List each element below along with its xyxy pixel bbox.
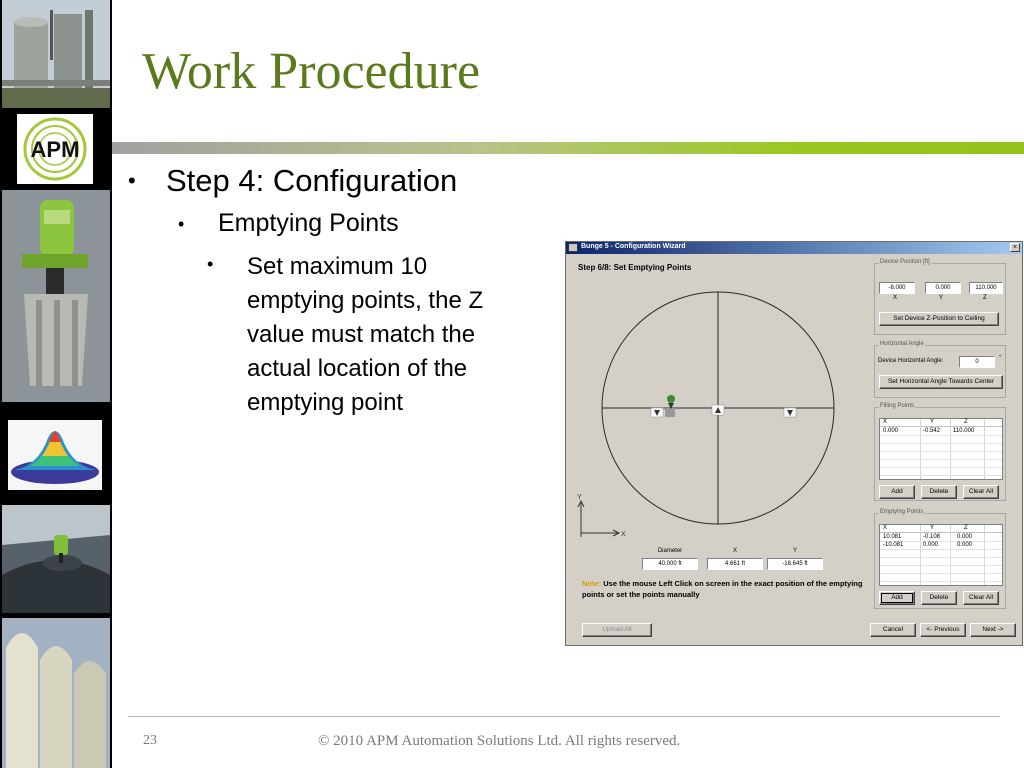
diameter-value: 40.000 ft xyxy=(642,558,698,570)
table-cell: 0.000 xyxy=(957,534,973,540)
axes-indicator xyxy=(577,494,626,537)
emptying-points-table[interactable] xyxy=(879,524,1003,586)
bullet-level-3 xyxy=(207,250,547,420)
bullet-marker: • xyxy=(128,168,136,193)
angle-label: Device Horizontal Angle: xyxy=(878,358,944,364)
silo-top-view-canvas[interactable] xyxy=(576,277,868,537)
device-marker[interactable] xyxy=(665,395,675,417)
window-titlebar[interactable] xyxy=(566,242,1022,254)
table-cell: -10.081 xyxy=(883,542,904,548)
previous-button[interactable]: <- Previous xyxy=(920,623,966,637)
bullet-text xyxy=(247,250,547,420)
configuration-wizard-window xyxy=(565,241,1023,646)
3d-surface-image xyxy=(8,420,102,490)
table-cell: 0.000 xyxy=(957,542,973,548)
table-cell: 110.000 xyxy=(953,428,975,434)
app-icon xyxy=(568,243,578,252)
column-header: Z xyxy=(964,419,968,425)
set-z-ceiling-button[interactable]: Set Device Z-Position to Ceiling xyxy=(879,312,999,326)
table-cell: 10.081 xyxy=(883,534,902,540)
group-title: Filling Points xyxy=(880,403,915,409)
cancel-button[interactable]: Cancel xyxy=(870,623,916,637)
device-position-group xyxy=(874,259,1006,335)
close-button[interactable]: × xyxy=(1010,243,1020,252)
bullet-line: value must match the xyxy=(247,321,476,348)
image-strip xyxy=(0,0,112,768)
horizontal-angle-group xyxy=(874,341,1006,398)
angle-field[interactable]: 0 xyxy=(959,356,995,368)
apm-logo xyxy=(17,114,93,184)
bullet-marker: • xyxy=(207,254,214,274)
step-heading: Step 6/8: Set Emptying Points xyxy=(578,263,692,272)
installation-photo xyxy=(2,505,110,613)
set-angle-center-button[interactable]: Set Horizontal Angle Towards Center xyxy=(879,375,1003,389)
table-cell: 0.000 xyxy=(923,542,939,548)
y-readout-value: -18.645 ft xyxy=(767,558,823,570)
group-title: Horizontal Angle xyxy=(880,341,924,347)
bullet-marker: • xyxy=(178,214,185,234)
filling-point-marker[interactable] xyxy=(712,405,724,415)
y-readout-label: Y xyxy=(792,548,797,554)
sensor-device-photo xyxy=(2,190,110,402)
window-title: Bunge 5 - Configuration Wizard xyxy=(581,243,686,250)
bullet-line: Set maximum 10 xyxy=(247,253,428,280)
note-key: Note: xyxy=(582,579,602,588)
device-y-label: Y xyxy=(939,295,944,301)
copyright-text: © 2010 APM Automation Solutions Ltd. All rights reserved. xyxy=(318,733,681,749)
bullet-text: Emptying Points xyxy=(218,209,399,237)
emptying-point-marker[interactable] xyxy=(651,408,663,417)
emptying-add-button[interactable]: Add xyxy=(879,591,915,605)
filling-add-button[interactable]: Add xyxy=(879,485,915,499)
group-title: Emptying Points xyxy=(880,509,924,515)
diameter-label: Diameter xyxy=(657,548,683,554)
plant-photo xyxy=(2,0,110,108)
footer-divider xyxy=(128,716,1000,717)
silos-photo xyxy=(2,618,110,768)
page-number: 23 xyxy=(143,733,157,748)
device-x-field[interactable]: -8.000 xyxy=(879,282,915,294)
emptying-clear-all-button[interactable]: Clear All xyxy=(963,591,999,605)
emptying-point-marker[interactable] xyxy=(784,408,796,417)
bullet-line: emptying points, the Z xyxy=(247,287,484,314)
table-cell: 0.000 xyxy=(883,428,899,434)
column-header: Y xyxy=(930,419,935,425)
note-text: Use the mouse Left Click on screen in the exact position of the emptying points or set the points manually xyxy=(582,579,863,599)
emptying-delete-button[interactable]: Delete xyxy=(921,591,957,605)
upload-all-button[interactable]: Upload All xyxy=(582,623,652,637)
instruction-note xyxy=(582,578,872,600)
group-title: Device Position [ft] xyxy=(880,259,930,265)
bullet-line: actual location of the xyxy=(247,355,468,382)
y-axis-label: Y xyxy=(577,494,582,501)
filling-points-table[interactable] xyxy=(879,418,1003,480)
filling-clear-all-button[interactable]: Clear All xyxy=(963,485,999,499)
logo-text: APM xyxy=(30,137,80,162)
table-cell: -0.542 xyxy=(923,428,941,434)
device-z-label: Z xyxy=(983,295,987,301)
device-z-field[interactable]: 110.000 xyxy=(969,282,1003,294)
title-divider xyxy=(112,142,1024,154)
degree-symbol: ° xyxy=(999,355,1002,361)
bullet-text: Step 4: Configuration xyxy=(166,163,458,198)
bullet-level-2 xyxy=(178,209,399,239)
device-x-label: X xyxy=(893,295,898,301)
filling-delete-button[interactable]: Delete xyxy=(921,485,957,499)
table-cell: -0.108 xyxy=(923,534,941,540)
column-header: Z xyxy=(964,525,968,531)
column-header: X xyxy=(883,525,888,531)
bullet-level-1 xyxy=(128,163,457,199)
column-header: X xyxy=(883,419,888,425)
column-header: Y xyxy=(930,525,935,531)
next-button[interactable]: Next -> xyxy=(970,623,1016,637)
slide-title: Work Procedure xyxy=(142,43,481,100)
bullet-line: emptying point xyxy=(247,389,404,416)
filling-points-group xyxy=(874,403,1006,501)
x-readout-label: X xyxy=(732,548,737,554)
x-axis-label: X xyxy=(621,531,626,537)
x-readout-value: 4.661 ft xyxy=(707,558,763,570)
emptying-points-group xyxy=(874,509,1006,609)
device-y-field[interactable]: 0.000 xyxy=(925,282,961,294)
